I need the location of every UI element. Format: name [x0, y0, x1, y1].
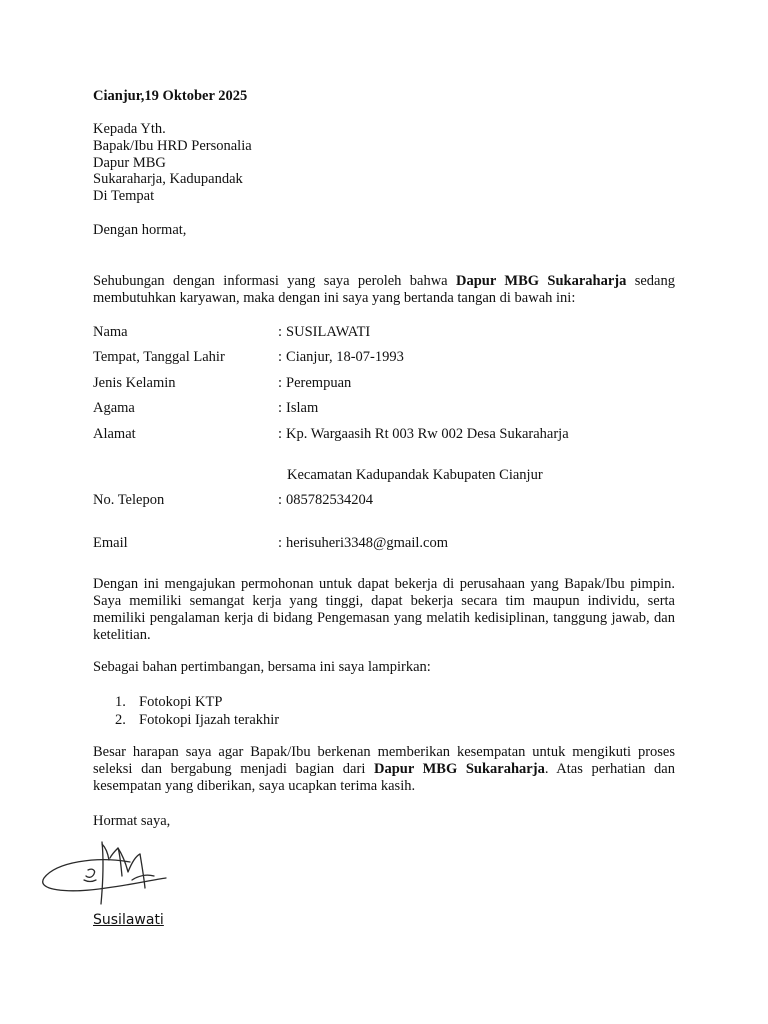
list-item-number: 1.	[115, 694, 126, 710]
closing-text: Besar harapan saya agar Bapak/Ibu berkenan memberikan kesempatan untuk mengikuti proses seleksi dan bergabung menjadi bagian dari	[93, 744, 675, 777]
greeting: Dengan hormat,	[93, 222, 187, 238]
closing-paragraph	[93, 744, 675, 795]
attachments-intro: Sebagai bahan pertimbangan, bersama ini saya lampirkan:	[93, 659, 431, 675]
list-item-text: Fotokopi KTP	[139, 694, 223, 710]
recipient-line: Dapur MBG	[93, 154, 166, 171]
field-value-birth: : Cianjur, 18-07-1993	[278, 349, 404, 365]
letter-date: Cianjur,19 Oktober 2025	[93, 88, 248, 104]
recipient-line: Bapak/Ibu HRD Personalia	[93, 137, 252, 154]
field-label-gender: Jenis Kelamin	[93, 375, 176, 391]
company-name: Dapur MBG Sukaraharja	[456, 273, 627, 289]
field-label-phone: No. Telepon	[93, 492, 165, 508]
field-label-name: Nama	[93, 324, 128, 340]
recipient-line: Sukaraharja, Kadupandak	[93, 171, 243, 188]
list-item-number: 2.	[115, 712, 126, 728]
intro-paragraph	[93, 273, 675, 307]
field-value-address-continuation: Kecamatan Kadupandak Kabupaten Cianjur	[287, 467, 543, 483]
recipient-line: Kepada Yth.	[93, 121, 166, 137]
field-label-email: Email	[93, 535, 128, 551]
recipient-address	[93, 121, 252, 205]
handwritten-signature	[26, 832, 206, 914]
field-value-gender: : Perempuan	[278, 375, 352, 391]
company-name: Dapur MBG Sukaraharja	[373, 761, 545, 777]
list-item-text: Fotokopi Ijazah terakhir	[139, 712, 280, 728]
intro-text: Sehubungan dengan informasi yang saya peroleh bahwa	[93, 273, 456, 289]
closing-salutation: Hormat saya,	[93, 813, 171, 829]
closing-text: . Atas perhatian dan kesempatan yang diberikan, saya ucapkan terima kasih.	[93, 761, 675, 794]
field-value-religion: : Islam	[278, 400, 319, 416]
field-value-phone: : 085782534204	[278, 492, 374, 508]
body-paragraph: Dengan ini mengajukan permohonan untuk dapat bekerja di perusahaan yang Bapak/Ibu pimpin. Saya memiliki semangat kerja yang tinggi, dapat bekerja secara tim maupun individu, serta memiliki pengalaman kerja di bidang Pengemasan yang melatih kedisiplinan, tanggung jawab, dan ketelitian.	[93, 576, 675, 643]
field-label-religion: Agama	[93, 400, 135, 416]
field-value-email: : herisuheri3348@gmail.com	[278, 535, 448, 551]
recipient-line: Di Tempat	[93, 188, 155, 205]
field-label-birth: Tempat, Tanggal Lahir	[93, 349, 225, 365]
intro-text: sedang membutuhkan karyawan, maka dengan ini saya yang bertanda tangan di bawah ini:	[93, 273, 675, 306]
signer-name: Susilawati	[93, 912, 164, 928]
field-label-address: Alamat	[93, 426, 136, 442]
field-value-address: : Kp. Wargaasih Rt 003 Rw 002 Desa Sukaraharja	[278, 426, 569, 442]
field-value-name: : SUSILAWATI	[278, 324, 371, 340]
